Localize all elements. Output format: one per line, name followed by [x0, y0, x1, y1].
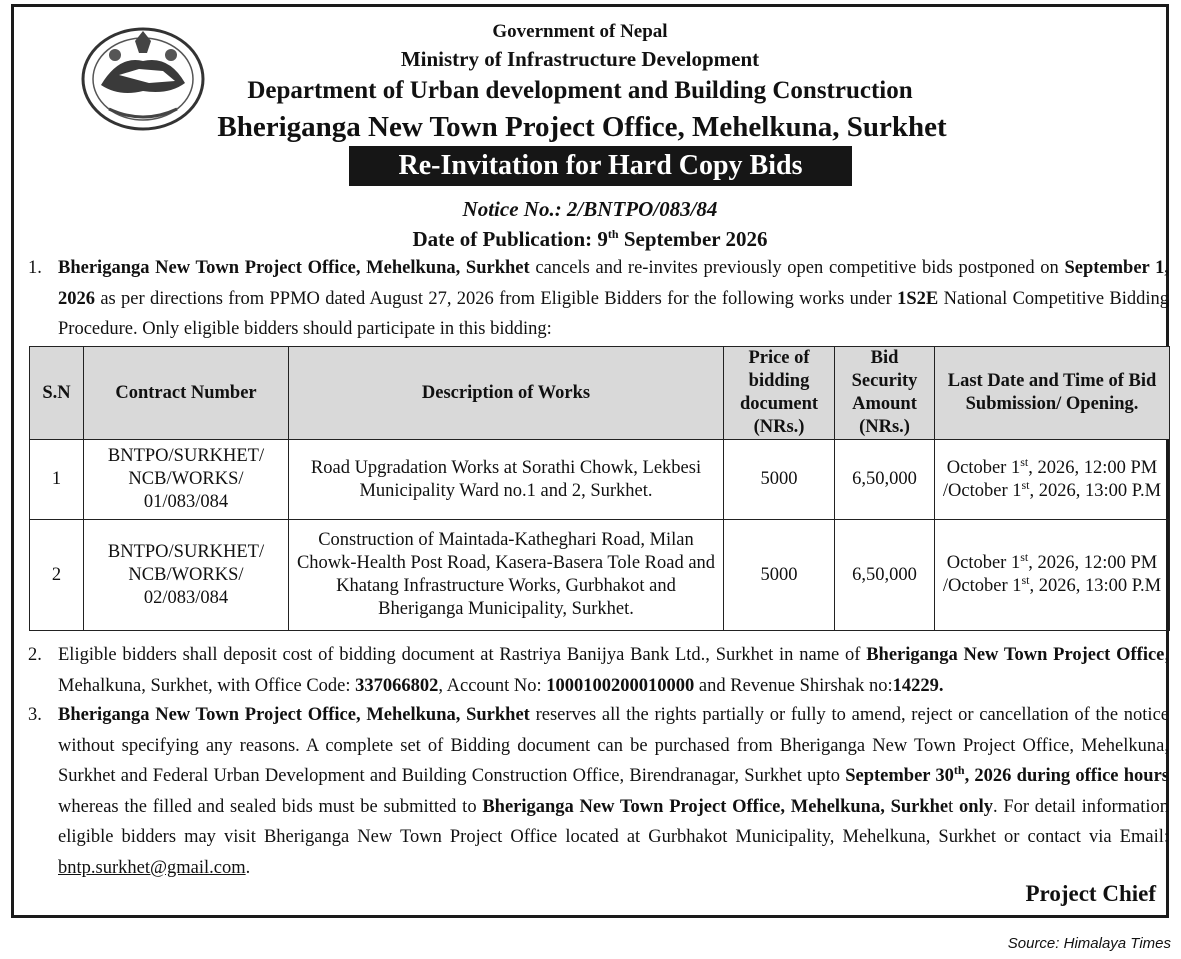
col-header-sn: S.N: [30, 347, 84, 440]
notice-number: Notice No.: 2/BNTPO/083/84: [462, 197, 718, 221]
cell-last-date: October 1st, 2026, 12:00 PM /October 1st, 2026, 13:00 P.M: [935, 520, 1170, 631]
col-header-security: Bid Security Amount (NRs.): [835, 347, 935, 440]
notice-frame: [11, 4, 1169, 918]
header-government: Government of Nepal: [492, 21, 668, 42]
table-row: [30, 520, 1170, 631]
header-department: Department of Urban development and Building Construction: [247, 77, 913, 104]
cell-description: Road Upgradation Works at Sorathi Chowk, Lekbesi Municipality Ward no.1 and 2, Surkhet.: [289, 440, 724, 520]
paragraph-number: 3.: [28, 705, 42, 725]
cell-price: 5000: [724, 520, 835, 631]
col-header-description: Description of Works: [289, 347, 724, 440]
cell-price: 5000: [724, 440, 835, 520]
header-ministry: Ministry of Infrastructure Development: [400, 47, 760, 71]
notice-banner-title: Re-Invitation for Hard Copy Bids: [349, 146, 852, 186]
source-credit: Source: Himalaya Times: [1007, 935, 1171, 952]
col-header-contract: Contract Number: [84, 347, 289, 440]
signature-project-chief: Project Chief: [1025, 881, 1156, 906]
cell-description: Construction of Maintada-Katheghari Road, Milan Chowk-Health Post Road, Kasera-Basera Tole Road and Khatang Infrastructure Works, Gurbhakot and Bheriganga Municipality, Surkhet.: [289, 520, 724, 631]
cell-contract: BNTPO/SURKHET/ NCB/WORKS/ 02/083/084: [84, 520, 289, 631]
table-row: [30, 440, 1170, 520]
paragraph-1: 1. Bheriganga New Town Project Office, Mehelkuna, Surkhet cancels and re-invites previously open competitive bids postponed on September 1, 2026 as per directions from PPMO dated August 27, 2026 from Eligible Bidders for the following works under 1S2E National Competitive Bidding Procedure. Only eligible bidders should participate in this bidding:: [28, 253, 1169, 345]
paragraph-3: 3. Bheriganga New Town Project Office, Mehelkuna, Surkhet reserves all the rights partially or fully to amend, reject or cancellation of the notice without specifying any reasons. A complete set of Bidding document can be purchased from Bheriganga New Town Project Office, Mehelkuna, Surkhet and Federal Urban Development and Building Construction Office, Birendranagar, Surkhet upto September 30th, 2026 during office hours whereas the filled and sealed bids must be submitted to Bheriganga New Town Project Office, Mehelkuna, Surkhet only. For detail information eligible bidders may visit Bheriganga New Town Project Office located at Gurbhakot Municipality, Mehelkuna, Surkhet or contact via Email: bntp.surkhet@gmail.com.: [28, 700, 1169, 883]
table-header-row: [30, 347, 1170, 440]
cell-contract: BNTPO/SURKHET/ NCB/WORKS/ 01/083/084: [84, 440, 289, 520]
header-office: Bheriganga New Town Project Office, Mehelkuna, Surkhet: [217, 111, 947, 143]
paragraph-2: 2. Eligible bidders shall deposit cost of bidding document at Rastriya Banijya Bank Ltd., Surkhet in name of Bheriganga New Town Project Office, Mehalkuna, Surkhet, with Office Code: 337066802, Account No: 1000100200010000 and Revenue Shirshak no:14229.: [28, 640, 1169, 701]
paragraph-number: 1.: [28, 258, 42, 278]
cell-security: 6,50,000: [835, 520, 935, 631]
cell-last-date: October 1st, 2026, 12:00 PM /October 1st, 2026, 13:00 P.M: [935, 440, 1170, 520]
paragraph-number: 2.: [28, 645, 42, 665]
email-link[interactable]: bntp.surkhet@gmail.com: [58, 857, 246, 878]
cell-security: 6,50,000: [835, 440, 935, 520]
works-table: [29, 346, 1170, 631]
cell-sn: 2: [30, 520, 84, 631]
cell-sn: 1: [30, 440, 84, 520]
publication-date: Date of Publication: 9th September 2026: [412, 227, 768, 251]
col-header-last-date: Last Date and Time of Bid Submission/ Opening.: [935, 347, 1170, 440]
col-header-price: Price of bidding document (NRs.): [724, 347, 835, 440]
